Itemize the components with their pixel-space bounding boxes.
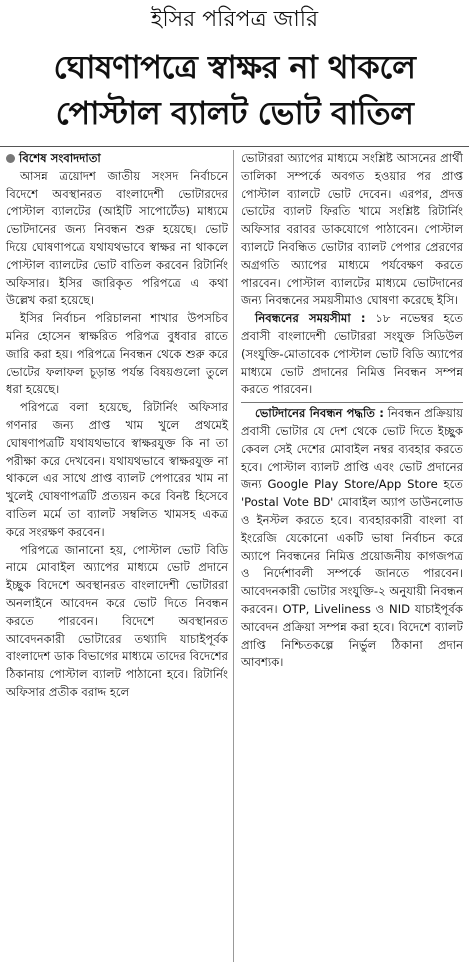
headline-line-1: ঘোষণাপত্রে স্বাক্ষর না থাকলে — [53, 48, 416, 86]
section-registration-method — [241, 405, 463, 672]
paragraph: আসন্ন ত্রয়োদশ জাতীয় সংসদ নির্বাচনে বিদেশে অবস্থানরত বাংলাদেশী ভোটারদের পোস্টাল ব্যালটের (আইটি সাপোর্টেড) মাধ্যমে ভোটদানের জন্য নিবন্ধন শুরু হয়েছে। ভোট দিয়ে ঘোষণাপত্রে যথাযথভাবে স্বাক্ষর না থাকলে পোস্টাল ব্যালটের ভোট বাতিল করবেন রিটার্নিং অফিসার। ইসির জারিকৃত পরিপত্রে এ কথা উল্লেখ করা হয়েছে। — [6, 168, 228, 308]
section-text: ১৮ নভেম্বর হতে প্রবাসী বাংলাদেশী ভোটাররা সংযুক্ত সিডিউল (সংযুক্তি-মোতাবেক পোস্টাল ভোট বিডি অ্যাপের মাধ্যমে ভোট প্রদানের নিমিত্ত নিবন্ধন সম্পন্ন করতে পারবেন। — [241, 311, 463, 397]
paragraph: ইসির নির্বাচন পরিচালনা শাখার উপসচিব মনির হোসেন স্বাক্ষরিত পরিপত্র বুধবার রাতে জারি করা হয়। পরিপত্রে নিবন্ধন থেকে শুরু করে ভোটের ফলাফল চূড়ান্ত পর্যন্ত বিষয়গুলো তুলে ধরা হয়েছে। — [6, 311, 228, 397]
byline-text: বিশেষ সংবাদদাতা — [19, 151, 101, 165]
paragraph: পরিপত্রে জানানো হয়, পোস্টাল ভোট বিডি নামে মোবাইল অ্যাপের মাধ্যমে ভোট প্রদানে ইচ্ছুক বিদেশে অবস্থানরত বাংলাদেশী ভোটাররা অনলাইনে আবেদন করে ভোট দিতে নিবন্ধন করতে পারবেন। বিদেশে অবস্থানরত আবেদনকারী ভোটারের তথ্যাদি যাচাইপূর্বক বাংলাদেশ ডাক বিভাগের মাধ্যমে তাদের বিদেশের ঠিকানায় পোস্টাল ব্যালট পাঠানো হবে। রিটার্নিং অফিসার প্রতীক বরাদ্দ হলে — [6, 542, 228, 699]
section-text: নিবন্ধন প্রক্রিয়ায় প্রবাসী ভোটার যে দেশ থেকে ভোট দিতে ইচ্ছুক কেবল সেই দেশের মোবাইল নম্বর ব্যবহার করতে হবে। পোস্টাল ব্যালট প্রাপ্তি এবং ভোট প্রদানের জন্য Google Play Store/App Store হতে 'Postal Vote BD' মোবাইল অ্যাপ ডাউনলোড ও ইনস্টল করতে হবে। ব্যবহারকারী বাংলা বা ইংরেজি যেকোনো একটি ভাষা নির্বাচন করে অ্যাপে নিবন্ধনের নিমিত্ত প্রয়োজনীয় কাগজপত্র ও নির্দেশাবলী সম্পর্কে জানতে পারবেন। আবেদনকারী ভোটার সংযুক্তি-২ অনুযায়ী নিবন্ধন করবেন। OTP, Liveliness ও NID যাচাইপূর্বক আবেদন প্রক্রিয়া সম্পন্ন করা হবে। বিদেশে ব্যালট প্রাপ্তি নিশ্চিতকল্পে নির্ভুল ঠিকানা প্রদান আবশ্যক। — [241, 406, 463, 670]
sub-heading: নিবন্ধনের সময়সীমা : — [255, 311, 366, 326]
headline — [0, 44, 469, 136]
bullet-icon — [6, 154, 15, 163]
section-registration-deadline — [241, 310, 463, 399]
headline-line-2: পোস্টাল ব্যালট ভোট বাতিল — [55, 94, 414, 132]
kicker: ইসির পরিপত্র জারি — [150, 7, 319, 32]
byline — [6, 150, 228, 168]
left-column — [6, 150, 228, 702]
column-divider — [233, 150, 234, 962]
headline-rule — [0, 146, 469, 147]
paragraph: পরিপত্রে বলা হয়েছে, রিটার্নিং অফিসার গণনার জন্য প্রাপ্ত খাম খুলে প্রথমেই ঘোষণাপত্রটি যথাযথভাবে স্বাক্ষরযুক্ত কি না তা পরীক্ষা করে দেখবেন। যথাযথভাবে স্বাক্ষরযুক্ত না থাকলে এর সাথে প্রাপ্ত ব্যালট পেপারের খাম না খুলেই ঘোষণাপত্রটি প্রত্যয়ন করে বিনষ্ট হিসেবে বাতিল মর্মে তা ব্যালট সম্বলিত খামসহ একত্র করে সংরক্ষণ করবেন। — [6, 400, 228, 539]
paragraph: ভোটাররা অ্যাপের মাধ্যমে সংশ্লিষ্ট আসনের প্রার্থী তালিকা সম্পর্কে অবগত হওয়ার পর প্রাপ্ত পোস্টাল ব্যালটে ভোট দেবেন। এরপর, প্রদত্ত ভোটের ব্যালট ফিরতি খামে সংশ্লিষ্ট রিটার্নিং অফিসার বরাবর ডাকযোগে পাঠাবেন। পোস্টাল ব্যালটে নিবন্ধিত ভোটার ব্যালট পেপার প্রেরণের অগ্রগতি অ্যাপের মাধ্যমে পর্যবেক্ষণ করতে পারবেন। পোস্টাল ব্যালটের মাধ্যমে ভোটদানের জন্য নিবন্ধনের সময়সীমাও ঘোষণা করেছে ইসি। — [241, 151, 463, 308]
sub-heading: ভোটদানের নিবন্ধন পদ্ধতি : — [255, 406, 384, 421]
right-column — [241, 150, 463, 672]
